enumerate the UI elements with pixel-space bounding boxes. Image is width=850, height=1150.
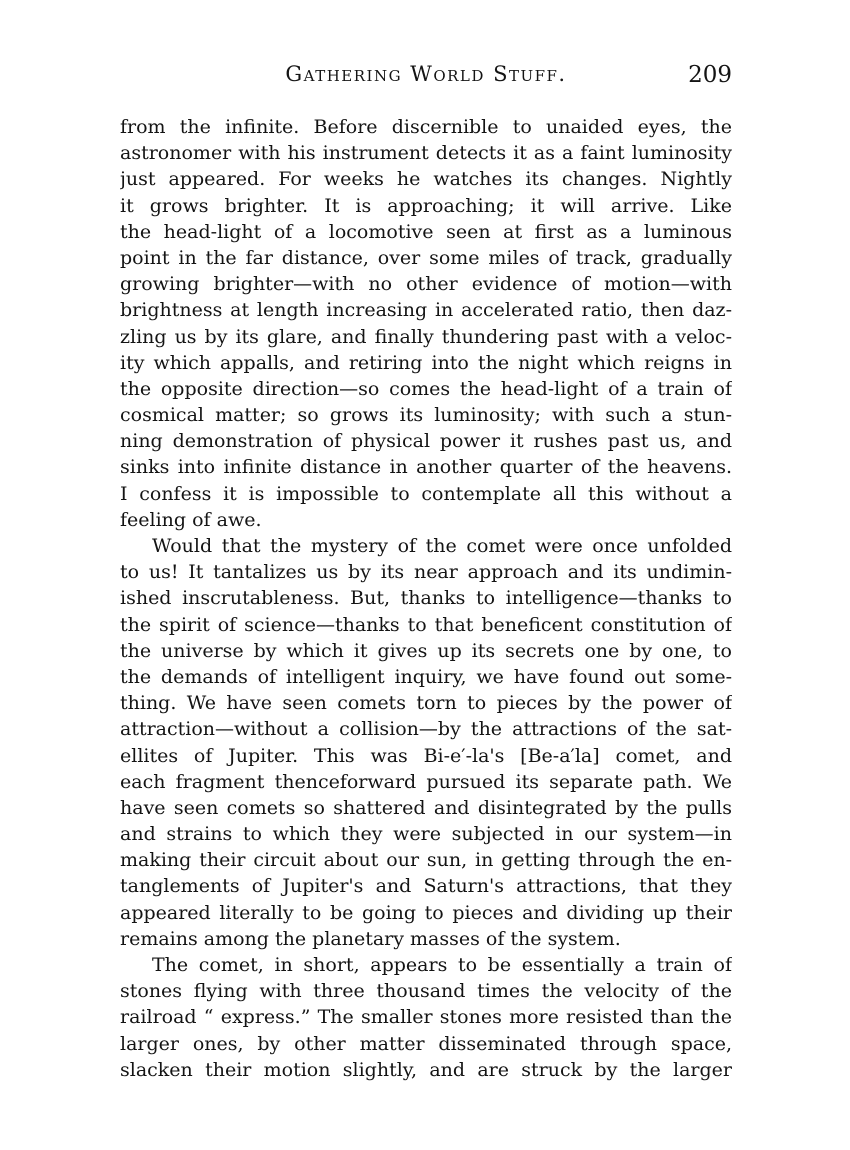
text-line: cosmical matter; so grows its luminosity; with such a stun- bbox=[120, 404, 732, 427]
text-line: it grows brighter. It is approaching; it will arrive. Like bbox=[120, 194, 732, 217]
text-line: attraction—without a collision—by the attractions of the sat- bbox=[120, 718, 732, 741]
text-line: thing. We have seen comets torn to pieces by the power of bbox=[120, 692, 732, 715]
running-title: Gathering World Stuff. bbox=[285, 62, 567, 86]
text-line: from the infinite. Before discernible to unaided eyes, the bbox=[120, 116, 732, 138]
text-line: tanglements of Jupiter's and Saturn's attractions, that they bbox=[120, 875, 732, 898]
text-line: the opposite direction—so comes the head-light of a train of bbox=[120, 377, 732, 400]
text-line: I confess it is impossible to contemplate all this without a bbox=[120, 482, 732, 505]
text-line: stones flying with three thousand times the velocity of the bbox=[120, 980, 732, 1003]
text-line: the spirit of science—thanks to that beneficent constitution of bbox=[120, 613, 732, 636]
text-line: the head-light of a locomotive seen at first as a luminous bbox=[120, 220, 732, 243]
text-line: The comet, in short, appears to be essentially a train of bbox=[152, 954, 732, 976]
text-line: slacken their motion slightly, and are struck by the larger bbox=[120, 1058, 732, 1081]
text-line: sinks into infinite distance in another quarter of the heavens. bbox=[120, 456, 732, 479]
text-line: making their circuit about our sun, in getting through the en- bbox=[120, 849, 732, 872]
text-line: Would that the mystery of the comet were once unfolded bbox=[152, 535, 732, 557]
text-line: ity which appalls, and retiring into the night which reigns in bbox=[120, 351, 732, 374]
text-line: the universe by which it gives up its secrets one by one, to bbox=[120, 639, 732, 662]
body-text bbox=[120, 114, 732, 1083]
text-line: remains among the planetary masses of the system. bbox=[120, 927, 621, 950]
text-line: astronomer with his instrument detects it as a faint luminosity bbox=[120, 142, 732, 165]
text-line: and strains to which they were subjected in our system—in bbox=[120, 823, 732, 846]
running-head bbox=[120, 62, 732, 96]
text-line: to us! It tantalizes us by its near approach and its undimin- bbox=[120, 561, 732, 584]
text-line: just appeared. For weeks he watches its changes. Nightly bbox=[120, 168, 732, 191]
text-line: ished inscrutableness. But, thanks to intelligence—thanks to bbox=[120, 587, 732, 610]
page-number: 209 bbox=[688, 62, 732, 88]
text-line: larger ones, by other matter disseminated through space, bbox=[120, 1032, 732, 1055]
text-line: each fragment thenceforward pursued its separate path. We bbox=[120, 770, 732, 793]
text-line: ning demonstration of physical power it rushes past us, and bbox=[120, 430, 732, 453]
text-line: ellites of Jupiter. This was Bi-e′-la's [Be-a′la] comet, and bbox=[120, 744, 732, 767]
text-line: brightness at length increasing in accelerated ratio, then daz- bbox=[120, 299, 732, 322]
text-line: appeared literally to be going to pieces and dividing up their bbox=[120, 901, 732, 924]
text-line: railroad “ express.” The smaller stones more resisted than the bbox=[120, 1006, 732, 1029]
text-line: growing brighter—with no other evidence of motion—with bbox=[120, 273, 732, 296]
text-line: point in the far distance, over some miles of track, gradually bbox=[120, 246, 732, 269]
text-line: have seen comets so shattered and disintegrated by the pulls bbox=[120, 796, 732, 819]
text-line: zling us by its glare, and finally thundering past with a veloc- bbox=[120, 325, 732, 348]
text-line: the demands of intelligent inquiry, we have found out some- bbox=[120, 665, 732, 688]
text-line: feeling of awe. bbox=[120, 508, 262, 531]
